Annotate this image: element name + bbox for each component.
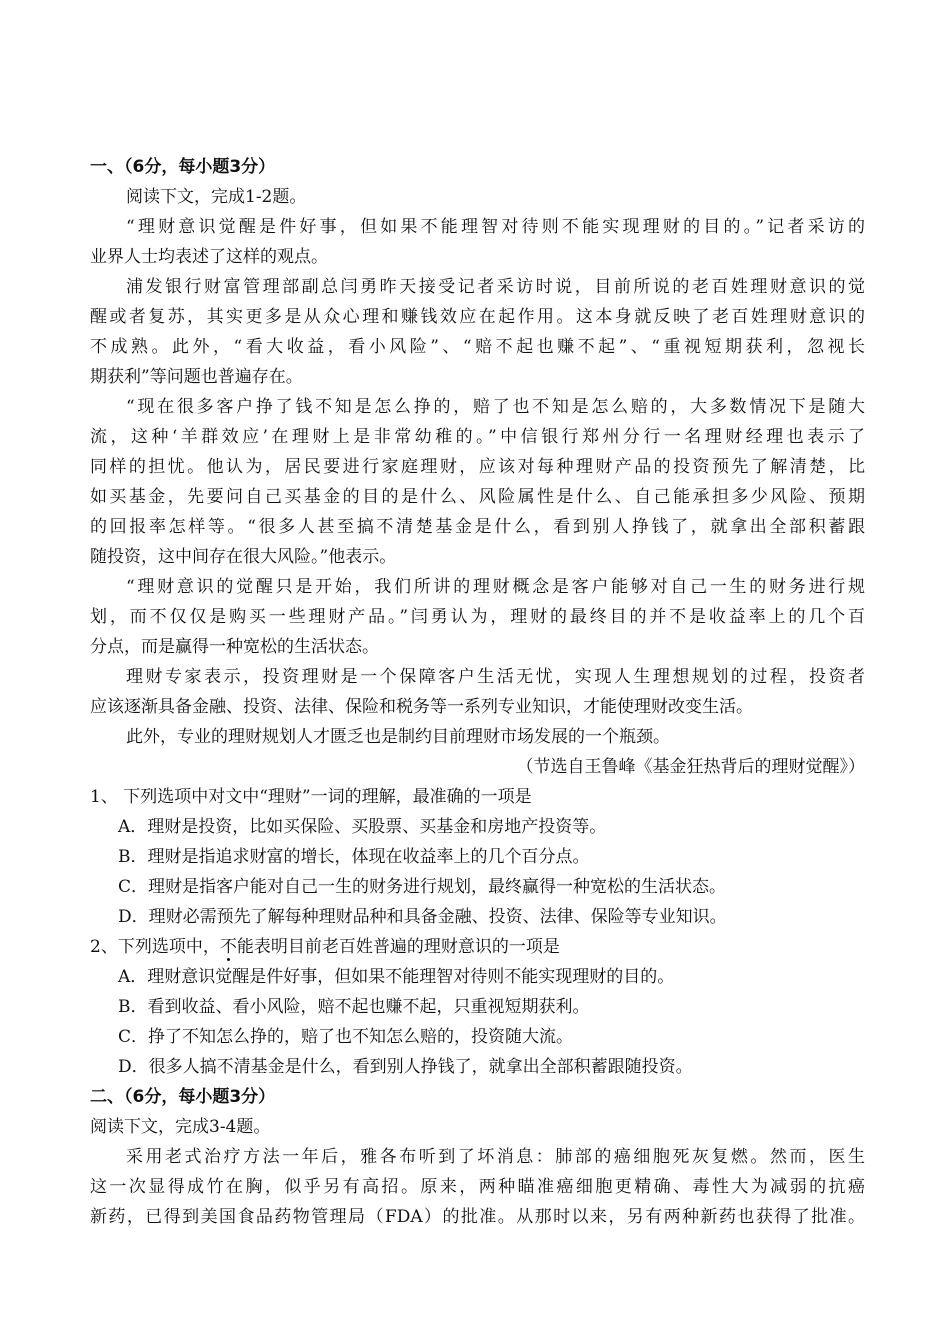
section1-instruction: 阅读下文，完成1-2题。 xyxy=(126,187,307,207)
section1-heading: 一、（6分，每小题3分） xyxy=(90,157,276,177)
passage-line: 应该逐渐具备金融、投资、法律、保险和税务等一系列专业知识，才能使理财改变生活。 xyxy=(90,697,753,717)
passage-line: 采用老式治疗方法一年后，雅各布听到了坏消息：肺部的癌细胞死灰复燃。然而，医生 xyxy=(126,1147,865,1167)
answer-option-d: D．很多人搞不清基金是什么，看到别人挣钱了，就拿出全部积蓄跟随投资。 xyxy=(118,1057,693,1077)
answer-option-c: C．理财是指客户能对自己一生的财务进行规划，最终赢得一种宽松的生活状态。 xyxy=(118,877,727,897)
answer-option-a: A．理财意识觉醒是件好事，但如果不能理智对待则不能实现理财的目的。 xyxy=(118,967,675,987)
passage-source: （节选自王鲁峰《基金狂热背后的理财觉醒》） xyxy=(516,757,865,777)
passage-line: 流，这种‘羊群效应’在理财上是非常幼稚的。”中信银行郑州分行一名理财经理也表示了 xyxy=(90,427,865,447)
passage-paragraph-4 xyxy=(90,572,865,662)
passage-line: 醒或者复苏，其实更多是从众心理和赚钱效应在起作用。这本身就反映了老百姓理财意识的 xyxy=(90,307,865,327)
passage-paragraph-6 xyxy=(90,722,865,752)
passage-line: “现在很多客户挣了钱不知是怎么挣的，赔了也不知是怎么赔的，大多数情况下是随大 xyxy=(126,397,865,417)
stem-text: 能表明目前老百姓普遍的理财意识的一项是 xyxy=(236,937,560,957)
passage-line: 的回报率怎样等。“很多人甚至搞不清楚基金是什么，看到别人挣钱了，就拿出全部积蓄跟 xyxy=(90,517,865,537)
passage-line: 随投资，这中间存在很大风险。”他表示。 xyxy=(90,547,397,567)
passage-paragraph-1 xyxy=(90,212,865,272)
answer-option-d: D．理财必需预先了解每种理财品种和具备金融、投资、法律、保险等专业知识。 xyxy=(118,907,727,927)
question-stem: 1、 下列选项中对文中“理财”一词的理解，最准确的一项是 xyxy=(90,787,532,807)
answer-option-c: C．挣了不知怎么挣的，赔了也不知怎么赔的，投资随大流。 xyxy=(118,1027,574,1047)
passage-paragraph-3 xyxy=(90,392,865,572)
document-page xyxy=(90,152,865,1232)
question-stem xyxy=(90,932,865,962)
passage-line: 业界人士均表述了这样的观点。 xyxy=(90,247,328,267)
passage-line: 浦发银行财富管理部副总闫勇昨天接受记者采访时说，目前所说的老百姓理财意识的觉 xyxy=(126,277,865,297)
passage-line: 不成熟。此外，“看大收益，看小风险”、“赔不起也赚不起”、“重视短期获利，忽视长 xyxy=(90,337,865,357)
passage-line: 期获利”等问题也普遍存在。 xyxy=(90,367,303,387)
passage-line: 新药，已得到美国食品药物管理局（FDA）的批准。从那时以来，另有两种新药也获得了批准。 xyxy=(90,1207,865,1227)
passage2-paragraph xyxy=(90,1142,865,1232)
answer-option-b: B．理财是指追求财富的增长，体现在收益率上的几个百分点。 xyxy=(118,847,590,867)
stem-text: 2、下列选项中， xyxy=(90,937,220,957)
question-2 xyxy=(90,932,865,1082)
answer-option-b: B．看到收益、看小风险，赔不起也赚不起，只重视短期获利。 xyxy=(118,997,590,1017)
section2-heading: 二、（6分，每小题3分） xyxy=(90,1087,276,1107)
question-1 xyxy=(90,782,865,932)
answer-option-a: A．理财是投资，比如买保险、买股票、买基金和房地产投资等。 xyxy=(118,817,607,837)
passage-paragraph-2 xyxy=(90,272,865,392)
passage-line: 此外，专业的理财规划人才匮乏也是制约目前理财市场发展的一个瓶颈。 xyxy=(126,727,670,747)
section2-instruction: 阅读下文，完成3-4题。 xyxy=(90,1117,271,1137)
passage-line: 这一次显得成竹在胸，似乎另有高招。原来，两种瞄准癌细胞更精确、毒性大为减弱的抗癌 xyxy=(90,1177,865,1197)
passage-paragraph-5 xyxy=(90,662,865,722)
passage-line: 如买基金，先要问自己买基金的目的是什么、风险属性是什么、自己能承担多少风险、预期 xyxy=(90,487,865,507)
passage-line: “理财意识觉醒是件好事，但如果不能理智对待则不能实现理财的目的。”记者采访的 xyxy=(126,217,865,237)
passage-line: 分点，而是赢得一种宽松的生活状态。 xyxy=(90,637,379,657)
emphasis-mark: 不 xyxy=(219,937,237,957)
passage-line: 划，而不仅仅是购买一些理财产品。”闫勇认为，理财的最终目的并不是收益率上的几个百 xyxy=(90,607,865,627)
passage-line: 同样的担忧。他认为，居民要进行家庭理财，应该对每种理财产品的投资预先了解清楚，比 xyxy=(90,457,865,477)
passage-line: 理财专家表示，投资理财是一个保障客户生活无忧，实现人生理想规划的过程，投资者 xyxy=(126,667,865,687)
passage-line: “理财意识的觉醒只是开始，我们所讲的理财概念是客户能够对自己一生的财务进行规 xyxy=(126,577,865,597)
